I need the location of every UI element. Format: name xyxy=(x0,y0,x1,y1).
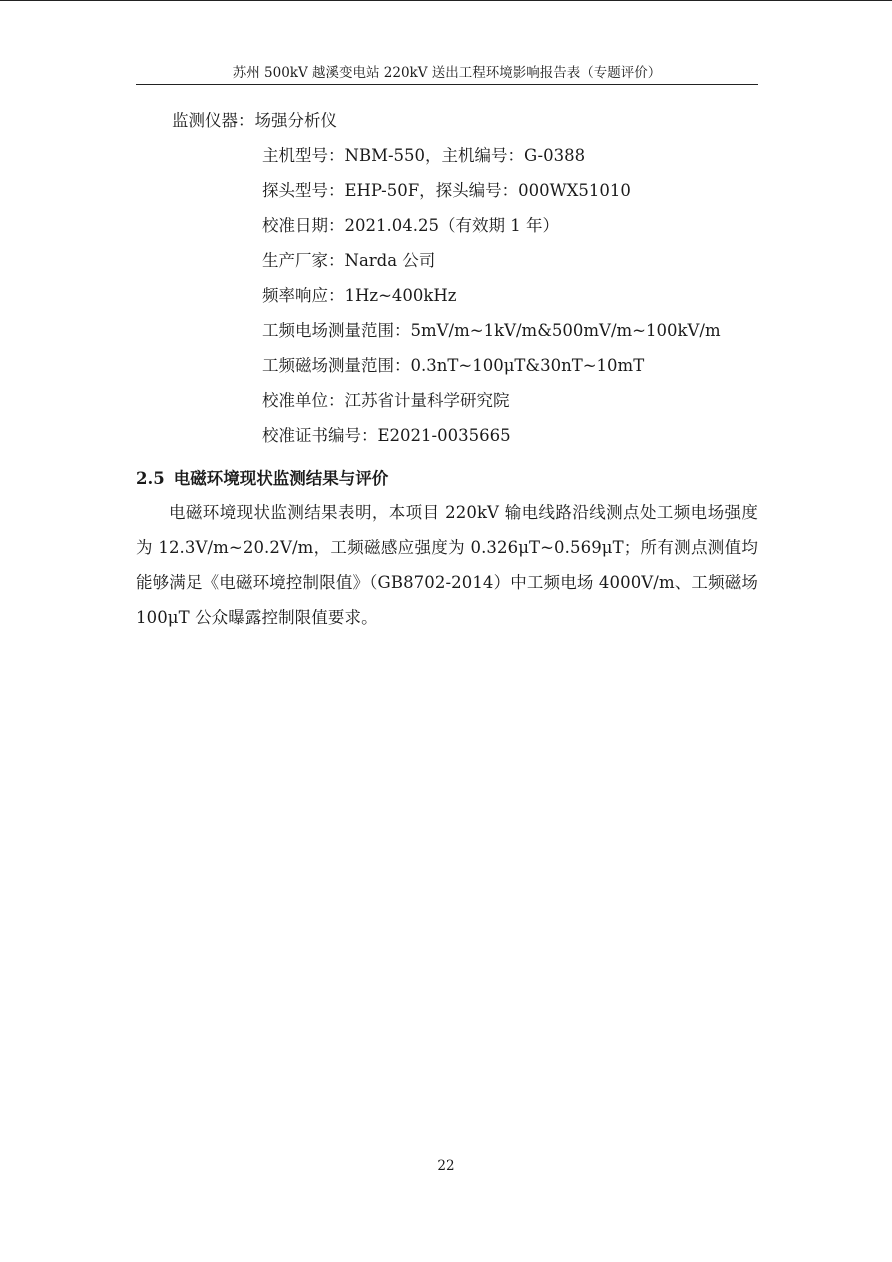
section-number: 2.5 xyxy=(136,469,165,488)
spec-magnetic-field-range: 工频磁场测量范围：0.3nT~100μT&30nT~10mT xyxy=(262,356,645,375)
spec-electric-field-range: 工频电场测量范围：5mV/m~1kV/m&500mV/m~100kV/m xyxy=(262,321,721,340)
instrument-spec-list xyxy=(262,144,721,459)
page-number: 22 xyxy=(437,1158,455,1174)
instrument-title: 监测仪器：场强分析仪 xyxy=(172,111,337,130)
spec-manufacturer: 生产厂家：Narda 公司 xyxy=(262,251,436,270)
section-heading xyxy=(136,467,388,491)
header-divider xyxy=(136,84,758,85)
spec-calibration-unit: 校准单位：江苏省计量科学研究院 xyxy=(262,391,510,410)
section-title: 电磁环境现状监测结果与评价 xyxy=(173,469,389,488)
running-header: 苏州 500kV 越溪变电站 220kV 送出工程环境影响报告表（专题评价） xyxy=(232,65,662,81)
spec-host-model: 主机型号：NBM-550，主机编号：G-0388 xyxy=(262,146,586,165)
section-paragraph: 电磁环境现状监测结果表明，本项目 220kV 输电线路沿线测点处工频电场强度为 12.3V/m~20.2V/m，工频磁感应强度为 0.326μT~0.569μT；所有测点测值均能够满足《电磁环境控制限值》（GB8702-2014）中工频电场 4000V/m、工频磁场 100μT 公众曝露控制限值要求。 xyxy=(136,503,758,627)
spec-probe-model: 探头型号：EHP-50F，探头编号：000WX51010 xyxy=(262,181,631,200)
spec-certificate-number: 校准证书编号：E2021-0035665 xyxy=(262,426,511,445)
spec-calibration-date: 校准日期：2021.04.25（有效期 1 年） xyxy=(262,216,559,235)
spec-frequency-response: 频率响应：1Hz~400kHz xyxy=(262,286,457,305)
